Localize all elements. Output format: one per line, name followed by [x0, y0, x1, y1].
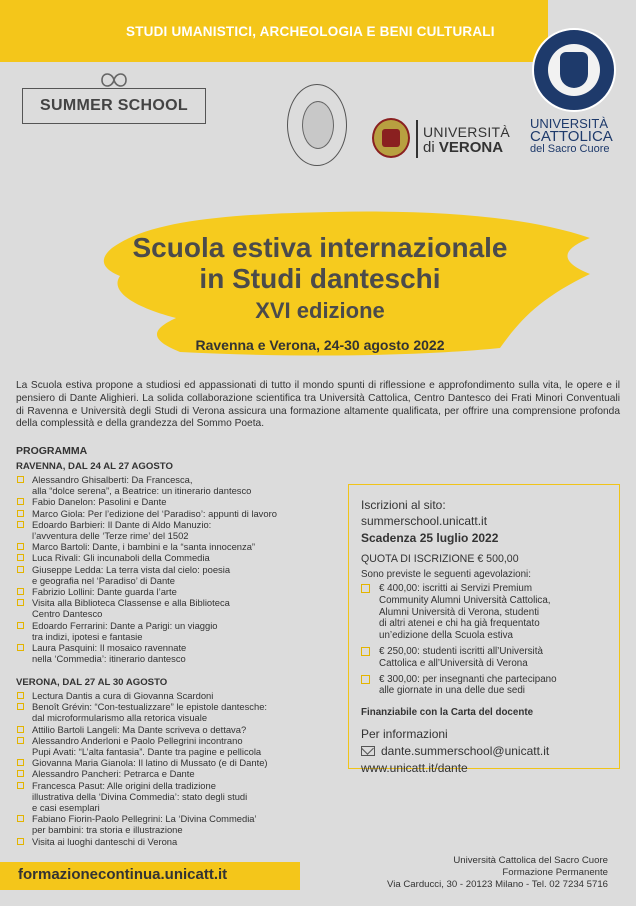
- program-item-text: Alessandro Pancheri: Petrarca e Dante: [32, 768, 195, 780]
- program-item-text: nella ‘Commedia’: itinerario dantesco: [32, 653, 186, 665]
- agevolazione-text: Cattolica e all’Università di Verona: [379, 657, 528, 669]
- program-item: [16, 813, 316, 835]
- checkbox-icon: [17, 498, 24, 505]
- iscrizioni-label: Iscrizioni al sito:: [361, 498, 446, 512]
- checkbox-icon: [361, 584, 370, 593]
- checkbox-icon: [17, 588, 24, 595]
- program-item-text: Luca Rivali: Gli incunaboli della Commedia: [32, 552, 210, 564]
- checkbox-icon: [17, 782, 24, 789]
- program-item-text: alla “dolce serena”, a Beatrice: un itinerario dantesco: [32, 485, 252, 497]
- checkbox-icon: [17, 726, 24, 733]
- checkbox-icon: [17, 692, 24, 699]
- program-item: [16, 768, 316, 779]
- checkbox-icon: [17, 815, 24, 822]
- web-link[interactable]: www.unicatt.it/dante: [361, 761, 468, 775]
- program-item-text: Edoardo Barbieri: Il Dante di Aldo Manuzio:: [32, 518, 212, 530]
- program-item-text: Alessandro Ghisalberti: Da Francesca,: [32, 474, 193, 485]
- program-item-text: tra indizi, ipotesi e fantasie: [32, 630, 143, 642]
- scadenza: Scadenza 25 luglio 2022: [361, 531, 499, 545]
- checkbox-icon: [17, 554, 24, 561]
- checkbox-icon: [17, 759, 24, 766]
- program-item-text: Edoardo Ferrarini: Dante a Parigi: un viaggio: [32, 619, 218, 631]
- title-line1: Scuola estiva internazionale: [132, 232, 508, 263]
- verona-heading: VERONA, DAL 27 AL 30 AGOSTO: [16, 677, 168, 688]
- program-item: [16, 690, 316, 701]
- program-item-text: Attilio Bartoli Langeli: Ma Dante scriveva o dettava?: [32, 723, 247, 735]
- checkbox-icon: [17, 521, 24, 528]
- checkbox-icon: [361, 675, 370, 684]
- program-item: [16, 780, 316, 814]
- verona-logo-line1: UNIVERSITÀ: [423, 124, 511, 140]
- mail-icon: [361, 746, 375, 756]
- program-item-text: l’avventura delle ‘Terze rime’ del 1502: [32, 530, 189, 542]
- footer-link[interactable]: formazionecontinua.unicatt.it: [18, 866, 228, 883]
- checkbox-icon: [361, 647, 370, 656]
- agevolazione-text: € 250,00: studenti iscritti all’Università: [379, 645, 543, 657]
- agevolazione-item: [361, 583, 615, 642]
- program-item-text: Francesca Pasut: Alle origini della tradizione: [32, 779, 216, 791]
- program-item: [16, 541, 316, 552]
- agevolazione-text: alle giornate in una delle due sedi: [379, 685, 525, 697]
- program-item-text: illustrativa della ‘Divina Commedia’: stato degli studi: [32, 790, 248, 802]
- edition: XVI edizione: [255, 298, 385, 323]
- banner-text: STUDI UMANISTICI, ARCHEOLOGIA E BENI CULTURALI: [126, 24, 495, 39]
- program-item-text: e geografia nel ‘Paradiso’ di Dante: [32, 574, 175, 586]
- program-item-text: Marco Bartoli: Dante, i bambini e la “santa innocenza”: [32, 541, 256, 553]
- program-item-text: Fabrizio Lollini: Dante guarda l’arte: [32, 586, 177, 598]
- program-item: [16, 552, 316, 563]
- program-item: [16, 496, 316, 507]
- programma-heading: PROGRAMMA: [16, 445, 88, 457]
- verona-program-list: [16, 690, 316, 847]
- program-item-text: Fabio Danelon: Pasolini e Dante: [32, 496, 167, 508]
- program-item-text: Lectura Dantis a cura di Giovanna Scardoni: [32, 690, 214, 701]
- ravenna-program-list: [16, 474, 316, 664]
- address-line3: Via Carducci, 30 - 20123 Milano - Tel. 02 7234 5716: [387, 879, 608, 890]
- checkbox-icon: [17, 476, 24, 483]
- program-item-text: Centro Dantesco: [32, 608, 103, 620]
- checkbox-icon: [17, 737, 24, 744]
- title-line2: in Studi danteschi: [199, 263, 441, 294]
- agevolazione-item: [361, 646, 615, 670]
- program-item-text: Visita alla Biblioteca Classense e alla Biblioteca: [32, 597, 230, 609]
- program-item-text: Visita ai luoghi danteschi di Verona: [32, 835, 178, 847]
- program-item: [16, 724, 316, 735]
- agevolazioni: Sono previste le seguenti agevolazioni:: [361, 569, 531, 580]
- agevolazioni-list: [361, 583, 615, 697]
- program-item: [16, 474, 316, 496]
- agevolazione-text: di altri atenei e chi ha già frequentato: [379, 618, 540, 630]
- site-link[interactable]: summerschool.unicatt.it: [361, 514, 488, 528]
- checkbox-icon: [17, 510, 24, 517]
- program-item-text: e casi esemplari: [32, 802, 100, 814]
- program-item-text: Laura Pasquini: Il mosaico ravennate: [32, 642, 187, 654]
- checkbox-icon: [17, 770, 24, 777]
- program-item-text: Alessandro Anderloni e Paolo Pellegrini incontrano: [32, 734, 243, 746]
- agevolazione-item: [361, 674, 615, 698]
- agevolazione-text: € 400,00: iscritti ai Servizi Premium: [379, 583, 532, 594]
- program-item-text: dal microformularismo alla retorica visuale: [32, 712, 208, 724]
- program-item: [16, 642, 316, 664]
- place-date: Ravenna e Verona, 24-30 agosto 2022: [195, 337, 445, 353]
- address-line1: Università Cattolica del Sacro Cuore: [453, 855, 608, 866]
- cattolica-logo-line2: CATTOLICA: [530, 128, 613, 145]
- email-link[interactable]: dante.summerschool@unicatt.it: [381, 744, 550, 758]
- verona-logo-line2: di VERONA: [423, 139, 504, 156]
- program-item: [16, 620, 316, 642]
- checkbox-icon: [17, 599, 24, 606]
- checkbox-icon: [17, 644, 24, 651]
- cattolica-logo-line3: del Sacro Cuore: [530, 143, 610, 155]
- program-item: [16, 836, 316, 847]
- program-item: [16, 508, 316, 519]
- program-item: [16, 586, 316, 597]
- program-item-text: Giuseppe Ledda: La terra vista dal cielo: poesia: [32, 563, 231, 575]
- program-item-text: Giovanna Maria Gianola: Il latino di Mussato (e di Dante): [32, 757, 268, 769]
- address-line2: Formazione Permanente: [502, 867, 608, 878]
- agevolazione-text: € 300,00: per insegnanti che partecipano: [379, 673, 557, 685]
- checkbox-icon: [17, 703, 24, 710]
- checkbox-icon: [17, 838, 24, 845]
- cattolica-logo-line1: UNIVERSITÀ: [530, 116, 609, 131]
- program-item: [16, 757, 316, 768]
- checkbox-icon: [17, 622, 24, 629]
- program-item-text: Pupi Avati: “L’alta fantasia”. Dante tra pagine e pellicola: [32, 746, 262, 758]
- agevolazione-text: Community Alumni Università Cattolica,: [379, 594, 551, 606]
- program-item: [16, 597, 316, 619]
- intro-paragraph: La Scuola estiva propone a studiosi ed appassionati di tutto il mondo spunti di riflessione e approfondimento sulla vita, le opere e il pensiero di Dante Alighieri. La solida collaborazione scientifica tra Università Cattolica, Centro Dantesco dei Frati Minori Conventuali di Ravenna e Università degli Studi di Verona assicura una formazione altamente qualificata, per offrire una comprensione profonda della complessità e della grandezza del Sommo Poeta.: [16, 380, 620, 430]
- program-item: [16, 735, 316, 757]
- checkbox-icon: [17, 543, 24, 550]
- agevolazione-text: un’edizione della Scuola estiva: [379, 630, 513, 642]
- program-item-text: Marco Giola: Per l’edizione del ‘Paradiso’: appunti di lavoro: [32, 507, 277, 519]
- checkbox-icon: [17, 566, 24, 573]
- finanziabile: Finanziabile con la Carta del docente: [361, 707, 534, 718]
- program-item: [16, 519, 316, 541]
- program-item: [16, 564, 316, 586]
- summer-school-label: SUMMER SCHOOL: [22, 88, 206, 124]
- agevolazione-text: Alumni Università di Verona, studenti: [379, 606, 540, 618]
- per-info-label: Per informazioni: [361, 727, 448, 741]
- program-item: [16, 701, 316, 723]
- quota: QUOTA DI ISCRIZIONE € 500,00: [361, 553, 519, 565]
- program-item-text: per bambini: tra storia e illustrazione: [32, 824, 183, 836]
- ravenna-heading: RAVENNA, DAL 24 AL 27 AGOSTO: [16, 461, 173, 472]
- program-item-text: Fabiano Fiorin-Paolo Pellegrini: La ‘Divina Commedia’: [32, 813, 257, 825]
- program-item-text: Benoît Grévin: “Con-testualizzare” le epistole dantesche:: [32, 701, 268, 713]
